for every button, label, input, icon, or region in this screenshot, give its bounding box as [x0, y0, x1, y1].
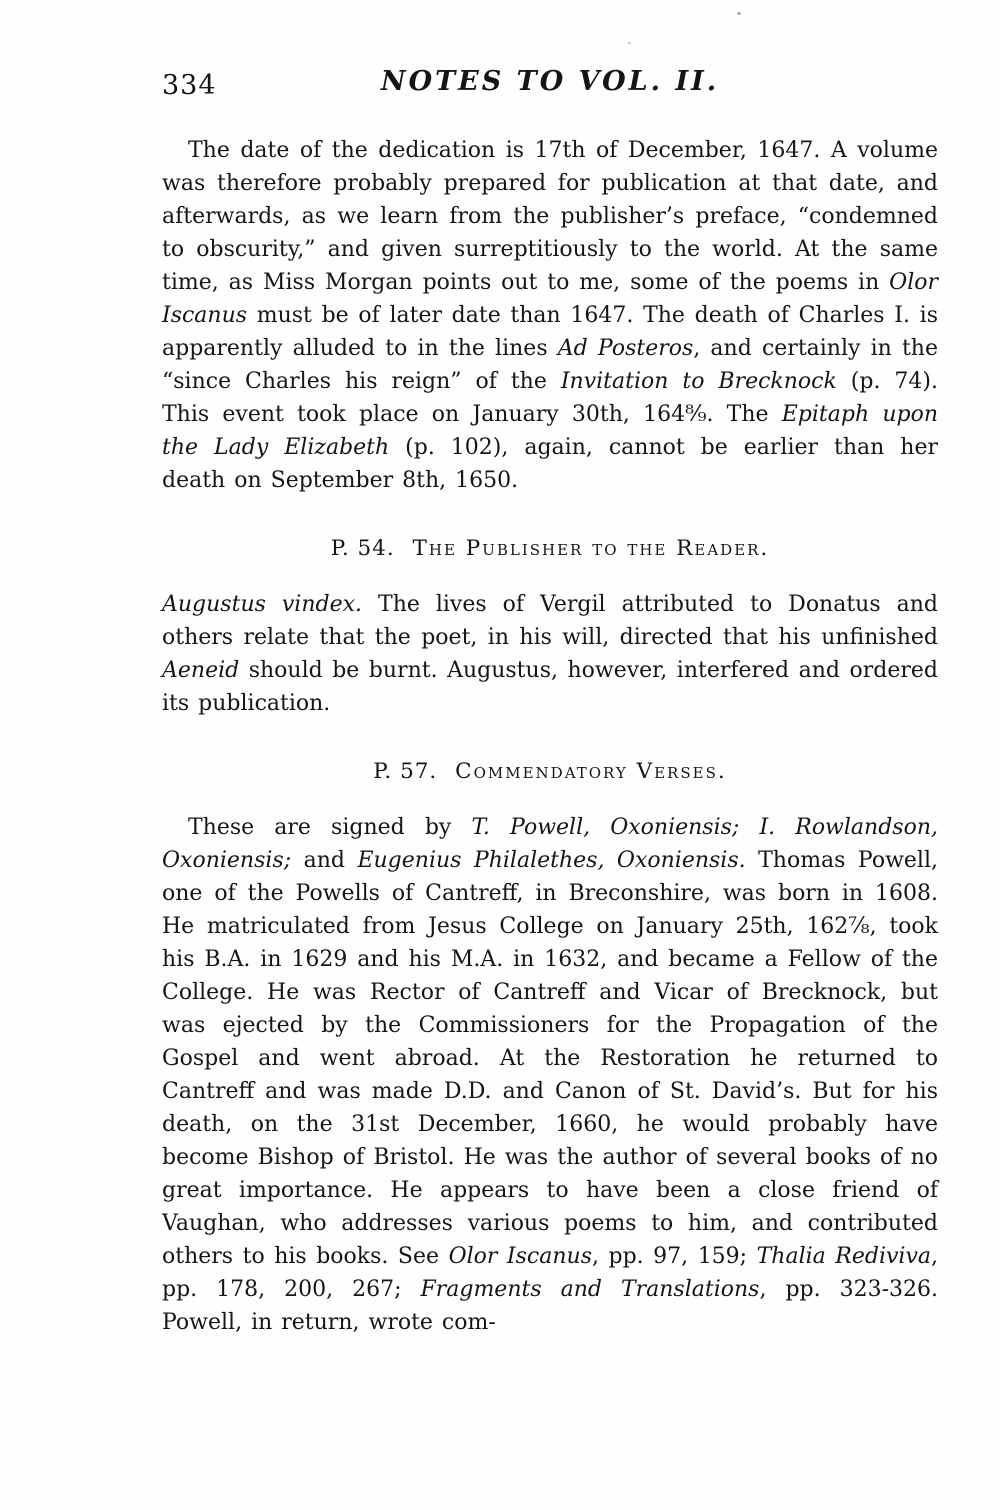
- section-heading-p57: [162, 759, 938, 784]
- section-heading-p54: [162, 536, 938, 561]
- page-number: 334: [162, 70, 217, 101]
- scan-speck: [628, 42, 631, 44]
- text-block: [162, 64, 938, 1339]
- paragraph-dedication-date: The date of the dedication is 17th of December, 1647. A volume was therefore probably prepared for publication at that date, and afterwards, as we learn from the publisher’s preface, “condemned to obscurity,” and given surreptitiously to the world. At the same time, as Miss Morgan points out to me, some of the poems in Olor Iscanus must be of later date than 1647. The death of Charles I. is apparently alluded to in the lines Ad Posteros, and certainly in the “since Charles his reign” of the Invitation to Brecknock (p. 74). This event took place on January 30th, 164⁸⁄₉. The Epitaph upon the Lady Elizabeth (p. 102), again, cannot be earlier than her death on September 8th, 1650.: [162, 138, 939, 493]
- running-title: NOTES TO VOL. II.: [380, 66, 720, 97]
- heading-page-ref: P. 54.: [330, 536, 395, 561]
- paragraph-commendatory-verses: These are signed by T. Powell, Oxoniensis; I. Rowlandson, Oxoniensis; and Eugenius Philalethes, Oxoniensis. Thomas Powell, one of the Powells of Cantreff, in Breconshire, was born in 1608. He matriculated from Jesus College on January 25th, 162⁷⁄₈, took his B.A. in 1629 and his M.A. in 1632, and became a Fellow of the College. He was Rector of Cantreff and Vicar of Brecknock, but was ejected by the Commissioners for the Propagation of the Gospel and went abroad. At the Restoration he returned to Cantreff and was made D.D. and Canon of St. David’s. But for his death, on the 31st December, 1660, he would probably have become Bishop of Bristol. He was the author of several books of no great importance. He appears to have been a close friend of Vaughan, who addresses various poems to him, and contributed others to his books. See Olor Iscanus, pp. 97, 159; Thalia Rediviva, pp. 178, 200, 267; Fragments and Translations, pp. 323-326. Powell, in return, wrote com-: [162, 815, 939, 1335]
- scan-speck: [737, 12, 741, 15]
- heading-page-ref: P. 57.: [373, 759, 438, 784]
- heading-title: Commendatory Verses.: [455, 759, 727, 784]
- heading-title: The Publisher to the Reader.: [412, 536, 770, 561]
- page-header: [162, 64, 938, 108]
- paragraph-augustus-vindex: Augustus vindex. The lives of Vergil attributed to Donatus and others relate that the poet, in his will, directed that his unfinished Aeneid should be burnt. Augustus, however, interfered and ordered its publication.: [162, 592, 938, 716]
